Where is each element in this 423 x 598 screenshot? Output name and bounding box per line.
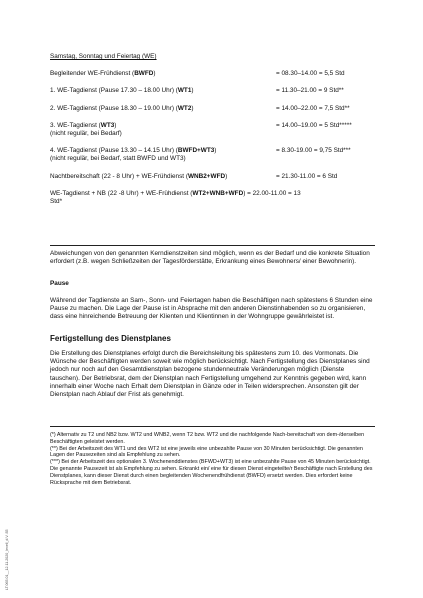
pause-heading: Pause xyxy=(50,280,69,287)
schedule-time: = 8.30-19.00 = 9,75 Std*** xyxy=(276,147,351,155)
deviation-paragraph: Abweichungen von den genannten Kerndienstzeiten sind möglich, wenn es der Bedarf und die konkrete Situation erfordert (z.B. wegen Schließzeiten der Tagesförderstätte, Erkrankung eines Bewohners/ einer Bewohnerin). xyxy=(50,250,370,266)
schedule-row: Begleitender WE-Frühdienst (BWFD) = 08.30–14.00 = 5,5 Std xyxy=(50,70,375,78)
schedule-row: 1. WE-Tagdienst (Pause 17.30 – 18.00 Uhr) (WT1) = 11.30–21.00 = 9 Std** xyxy=(50,87,375,95)
footnote: (**) Bei der Arbeitszeit des WT1 und des WT2 ist eine jeweils eine unbezahlte Pause von 30 Minuten berücksichtigt. Die genannten Lagen der Pausezeiten sind als Empfehlung zu sehen. xyxy=(50,445,363,459)
completion-paragraph: Die Erstellung des Dienstplanes erfolgt durch die Bereichsleitung bis spätestens zum 10. des Vormonats. Die Wünsche der Beschäftigten werden soweit wie möglich berücksichtigt. Nach Fertigstellung des Dienstplanes sind jedoch nur noch auf den Gesamtdienstplan bezogene stundenneutrale Veränderungen möglich (Dienste tauschen). Der Betriebsrat, dem der Dienstplan nach Fertigstellung umgehend zur Kenntnis gegeben wird, kann innerhalb einer Woche nach Erhalt dem Dienstplan in Gänze oder in Teilen widersprechen. Ansonsten gilt der Dienstplan nach Ablauf der Frist als genehmigt. xyxy=(50,350,370,399)
divider xyxy=(50,245,375,246)
schedule-time: = 21.30-11.00 = 6 Std xyxy=(276,172,338,180)
divider xyxy=(50,426,375,427)
schedule-row: Nachtbereitschaft (22 - 8 Uhr) + WE-Frühdienst (WNB2+WFD) = 21.30-11.00 = 6 Std xyxy=(50,173,375,181)
schedule-heading: Samstag, Sonntag und Feiertag (WE) xyxy=(50,53,157,60)
pause-paragraph: Während der Tagdienste an Sam-, Sonn- und Feiertagen haben die Beschäftigen nach spätestens 6 Stunden eine Pause zu machen. Die Lage der Pause ist in Absprache mit den anderen Dienstinhabenden so zu organisieren, dass eine hinreichende Betreuung der Klienten und Klientinnen in der Wohngruppe gewährleistet ist. xyxy=(50,297,373,321)
schedule-time: = 14.00–22.00 = 7,5 Std** xyxy=(276,104,350,112)
schedule-time: = 14.00–19.00 = 5 Std***** xyxy=(276,121,352,129)
footnotes xyxy=(50,432,375,486)
schedule-row: 3. WE-Tagdienst (WT3) (nicht regulär, bei Bedarf) = 14.00–19.00 = 5 Std***** xyxy=(50,122,375,138)
completion-heading: Fertigstellung des Dienstplanes xyxy=(50,334,171,343)
weekend-schedule xyxy=(50,53,375,206)
document-code: LT.065.01__12.11.2020_levell_d.V. 85 xyxy=(5,529,9,590)
schedule-time: = 08.30–14.00 = 5,5 Std xyxy=(276,70,345,78)
footnote: (*) Alternativ zu T2 und NB2 bzw. WT2 und WNB2, wenn T2 bzw. WT2 und die nachfolgende Nach-bereitschaft von dem-/derselben Beschäftigten geleistet werden. xyxy=(50,432,365,445)
footnote: (***) Bei der Arbeitszeit des optionalen 3. Wochenenddienstes (BFWD+WT3) ist eine unbezahlte Pause von 45 Minuten berücksichtigt. Die genannte Pausezeit ist als Empfehlung zu sehen. Erkrankt ein/ eine für diesen Dienst eingeteilte/r Beschäftigte nach Erstellung des Dienstplanes, kann dieser Dienst durch einen begleitenden Wochenendfrühdienst (BWFD) ersetzt werden. Dies erfordert keine Rücksprache mit dem Betriebsrat. xyxy=(50,459,373,486)
schedule-row-combined: WE-Tagdienst + NB (22 -8 Uhr) + WE-Frühdienst (WT2+WNB+WFD) = 22.00-11.00 = 13 Std* xyxy=(50,189,301,206)
schedule-row: 2. WE-Tagdienst (Pause 18.30 – 19.00 Uhr) (WT2) = 14.00–22.00 = 7,5 Std** xyxy=(50,105,375,113)
schedule-row: 4. WE-Tagdienst (Pause 13.30 – 14.15 Uhr) (BWFD+WT3) (nicht regulär, bei Bedarf, statt BWFD und WT3) = 8.30-19.00 = 9,75 Std*** xyxy=(50,147,375,163)
schedule-time: = 11.30–21.00 = 9 Std** xyxy=(276,87,344,95)
